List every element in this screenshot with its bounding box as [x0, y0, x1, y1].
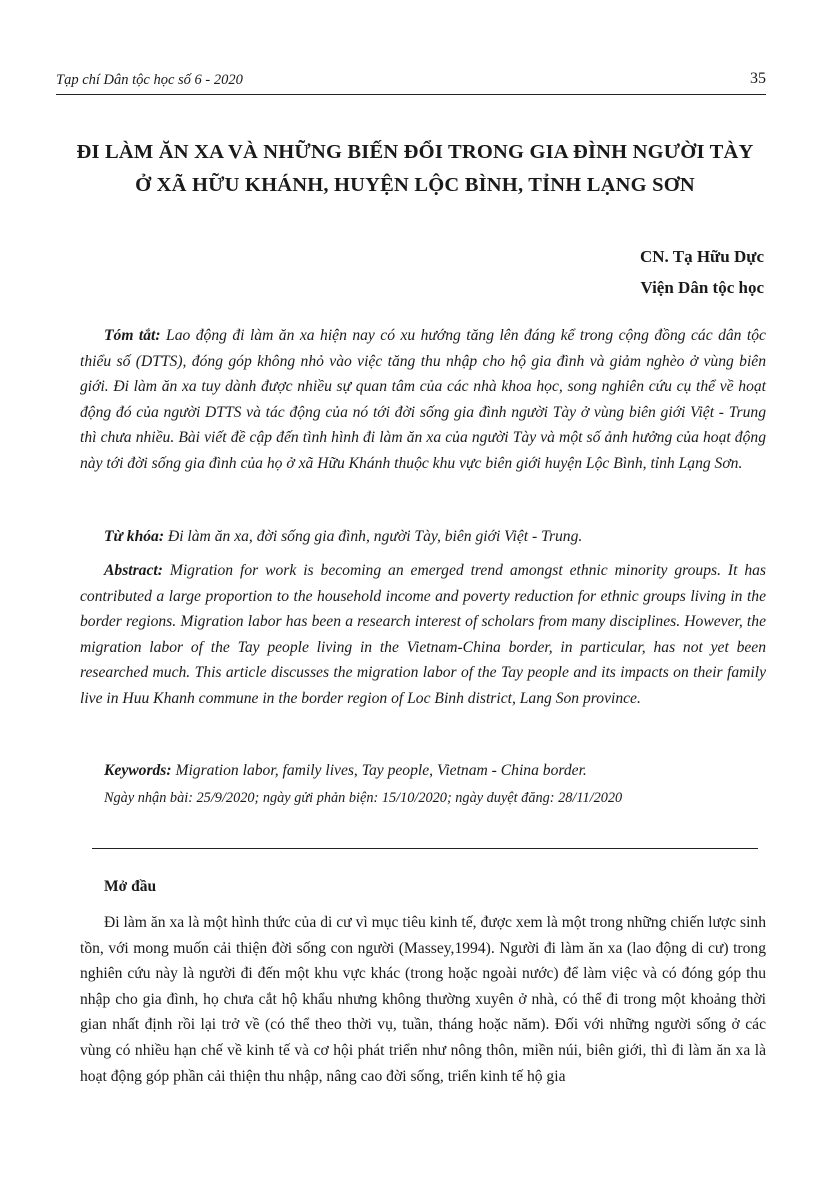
article-title: ĐI LÀM ĂN XA VÀ NHỮNG BIẾN ĐỔI TRONG GIA ĐÌNH NGƯỜI TÀY Ở XÃ HỮU KHÁNH, HUYỆN LỘC BÌNH, TỈNH LẠNG SƠN [76, 141, 754, 196]
section-heading: Mở đầu [104, 878, 157, 895]
abstract-en-text: Migration for work is becoming an emerged trend amongst ethnic minority groups. It has contributed a large proportion to the household income and poverty reduction for ethnic groups living in the border regions. Migration labor has been a research interest of scholars from many disciplines. However, the migration labor of the Tay people living in the Vietnam-China border, in particular, has not yet been researched much. This article discusses the migration labor of the Tay people and its impacts on their family live in Huu Khanh commune in the border region of Loc Binh district, Lang Son province. [80, 562, 766, 707]
summary-vi-label: Tóm tắt: [104, 327, 161, 344]
author-name: CN. Tạ Hữu Dực [640, 247, 764, 266]
keywords-en-label: Keywords: [104, 762, 172, 779]
page-number: 35 [750, 70, 766, 87]
summary-vi [80, 323, 766, 477]
running-header [56, 70, 766, 100]
keywords-vi-text: Đi làm ăn xa, đời sống gia đình, người Tày, biên giới Việt - Trung. [167, 528, 583, 545]
keywords-en-text: Migration labor, family lives, Tay people, Vietnam - China border. [175, 762, 587, 779]
intro-paragraph: Đi làm ăn xa là một hình thức của di cư vì mục tiêu kinh tế, được xem là một trong những chiến lược sinh tồn, với mong muốn cải thiện đời sống con người (Massey,1994). Người đi làm ăn xa (lao động di cư) trong nghiên cứu này là người đi đến một khu vực khác (trong hoặc ngoài nước) để làm việc và có đóng góp thu nhập cho gia đình, họ chưa cắt hộ khẩu nhưng không thường xuyên ở nhà, có thể đi trong một khoảng thời gian nhất định rồi lại trở về (có thể theo thời vụ, tuần, tháng hoặc năm). Đối với những người sống ở các vùng có nhiều hạn chế về kinh tế và cơ hội phát triển như nông thôn, miền núi, biên giới, thì đi làm ăn xa là hoạt động góp phần cải thiện thu nhập, nâng cao đời sống, triển kinh tế hộ gia [80, 914, 766, 1085]
author-affiliation: Viện Dân tộc học [640, 278, 764, 297]
summary-vi-text: Lao động đi làm ăn xa hiện nay có xu hướng tăng lên đáng kể trong cộng đồng các dân tộc thiểu số (DTTS), đóng góp không nhỏ vào việc tăng thu nhập cho hộ gia đình và giảm nghèo ở vùng biên giới. Đi làm ăn xa tuy dành được nhiều sự quan tâm của các nhà khoa học, song nghiên cứu cụ thể về hoạt động đó của người DTTS và tác động của nó tới đời sống gia đình người Tày ở vùng biên giới Việt - Trung thì chưa nhiều. Bài viết đề cập đến tình hình đi làm ăn xa của người Tày và một số ảnh hưởng của hoạt động này tới đời sống gia đình của họ ở xã Hữu Khánh thuộc khu vực biên giới huyện Lộc Bình, tỉnh Lạng Sơn. [80, 327, 766, 472]
journal-name: Tạp chí Dân tộc học số 6 - 2020 [56, 72, 243, 88]
header-rule [56, 94, 766, 95]
author-block [640, 241, 764, 303]
section-divider [92, 848, 758, 849]
keywords-vi-label: Từ khóa: [104, 528, 165, 545]
abstract-en [80, 558, 766, 712]
keywords-vi [80, 524, 766, 550]
abstract-en-label: Abstract: [104, 562, 163, 579]
submission-dates: Ngày nhận bài: 25/9/2020; ngày gửi phản biện: 15/10/2020; ngày duyệt đăng: 28/11/2020 [104, 790, 623, 806]
keywords-en [80, 758, 766, 784]
